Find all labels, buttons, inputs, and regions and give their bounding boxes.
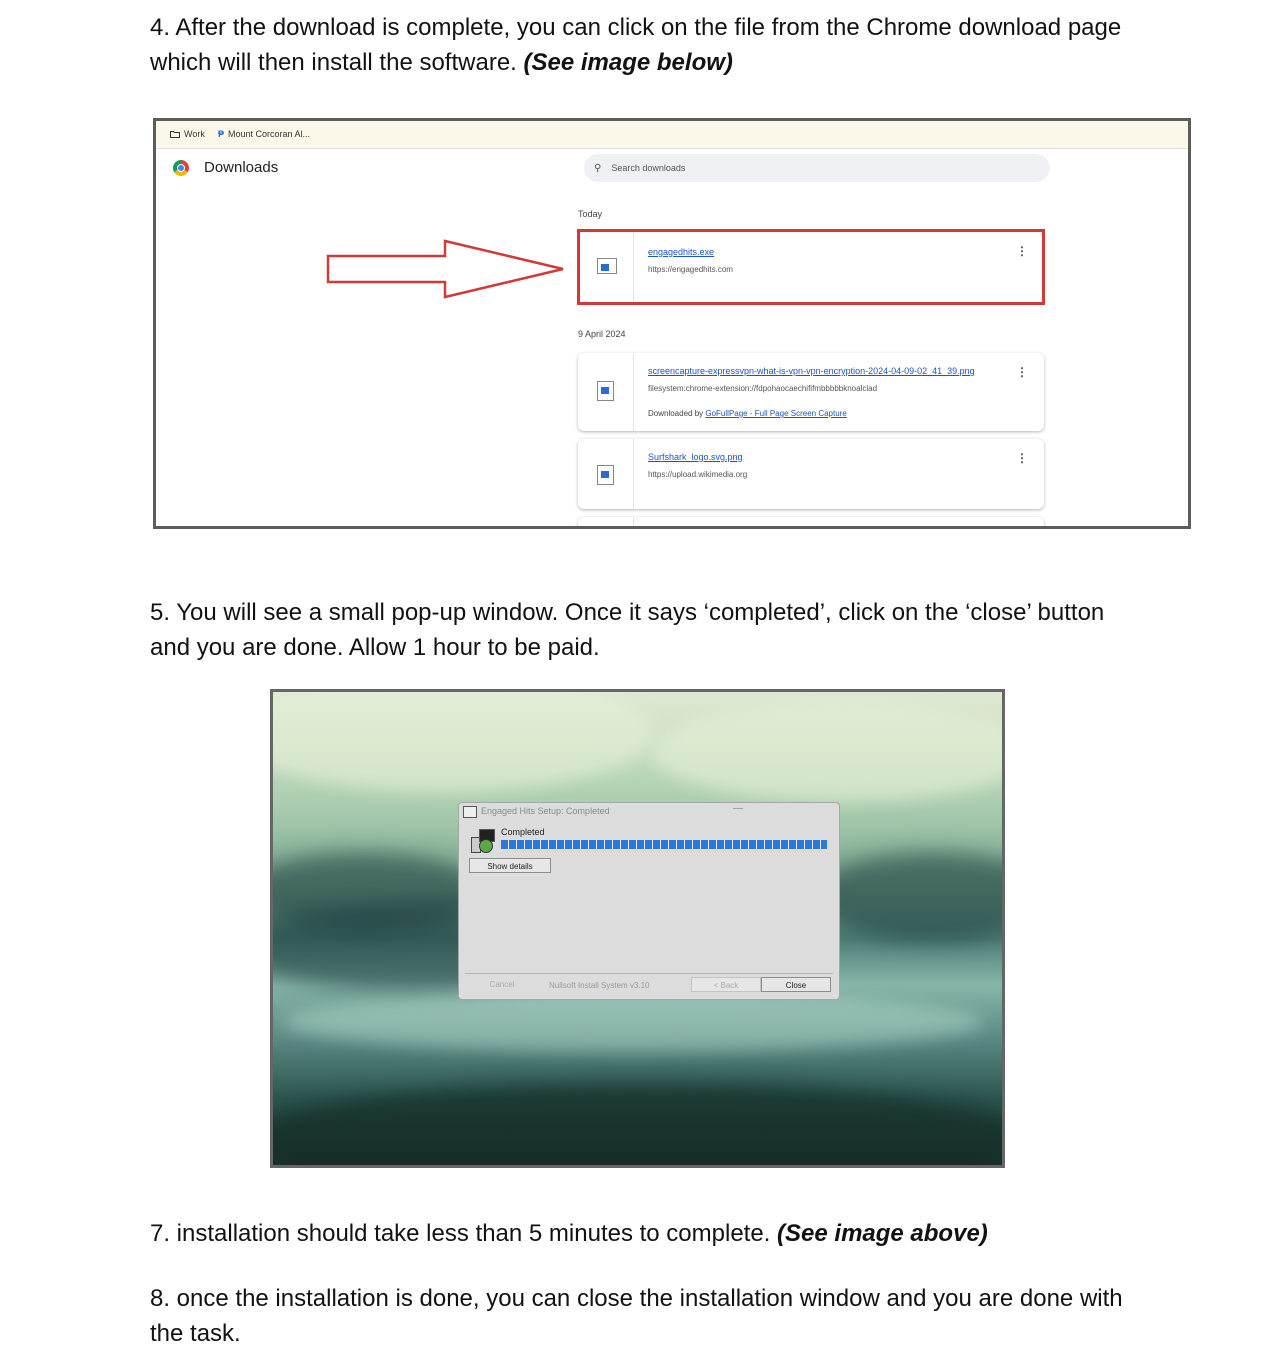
download-item-screencapture[interactable]	[578, 353, 1044, 431]
progress-bar	[501, 840, 827, 849]
highlight-box	[577, 229, 1045, 305]
close-button[interactable]: Close	[761, 977, 831, 992]
more-options-icon[interactable]: ⋮	[1016, 244, 1028, 258]
install-status: Completed	[501, 827, 545, 837]
step-7-note: (See image above)	[777, 1220, 988, 1247]
back-button[interactable]: < Back	[691, 977, 761, 992]
section-today: Today	[578, 209, 603, 219]
file-source-url: filesystem:chrome-extension://fdpohaocaechififmbbbbbknoalclad	[648, 384, 878, 393]
icon-column	[578, 517, 634, 529]
step-4-paragraph	[150, 10, 1130, 80]
dialog-title: Engaged Hits Setup: Completed	[481, 806, 610, 816]
more-options-icon[interactable]: ⋮	[1016, 365, 1028, 379]
folder-icon	[170, 130, 180, 138]
step-4-note: (See image below)	[523, 49, 733, 76]
chrome-downloads-screenshot	[153, 118, 1191, 529]
step-8-text: 8. once the installation is done, you can close the installation window and you are done with the task.	[150, 1285, 1123, 1347]
nsis-label: Nullsoft Install System v3.10	[549, 981, 650, 990]
bookmark-label: Mount Corcoran Al...	[228, 129, 311, 139]
downloaded-by	[648, 409, 847, 418]
progress-fill	[501, 840, 827, 849]
extension-link[interactable]: GoFullPage - Full Page Screen Capture	[705, 409, 847, 418]
installer-dialog	[458, 802, 840, 1000]
step-8-paragraph	[150, 1281, 1130, 1351]
download-item-partial	[578, 517, 1044, 529]
more-options-icon[interactable]: ⋮	[1016, 451, 1028, 465]
file-name-link[interactable]: screencapture-expressvpn-what-is-vpn-vpn-encryption-2024-04-09-02_41_39.png	[648, 366, 975, 376]
divider	[465, 973, 833, 974]
search-downloads-input[interactable]	[584, 154, 1050, 182]
section-date: 9 April 2024	[578, 329, 626, 339]
arrow-pointer-icon	[326, 239, 571, 301]
step-7-paragraph	[150, 1216, 1130, 1251]
file-name-link[interactable]: engagedhits.exe	[648, 247, 715, 257]
bookmark-work[interactable]	[170, 129, 205, 139]
package-icon	[471, 829, 497, 851]
search-icon: ⚲	[594, 162, 602, 174]
file-name-link[interactable]: Surfshark_logo.svg.png	[648, 452, 743, 462]
image-file-icon	[597, 465, 614, 485]
show-details-button[interactable]: Show details	[469, 858, 551, 873]
image-file-icon	[597, 381, 614, 401]
file-source-url: https://upload.wikimedia.org	[648, 470, 748, 479]
step-5-paragraph	[150, 595, 1130, 665]
bookmarks-bar	[156, 121, 1188, 149]
cancel-button[interactable]: Cancel	[489, 980, 515, 989]
bookmark-p-icon: ₱	[218, 129, 225, 139]
bookmark-mount-corcoran[interactable]	[218, 129, 310, 139]
bookmark-label: Work	[184, 129, 205, 139]
step-4-text: 4. After the download is complete, you can click on the file from the Chrome download page which will then install the software.	[150, 14, 1122, 76]
search-placeholder: Search downloads	[611, 163, 686, 173]
step-7-text: 7. installation should take less than 5 minutes to complete.	[150, 1220, 778, 1247]
minimize-icon[interactable]: —	[733, 803, 743, 814]
download-item-surfshark[interactable]	[578, 439, 1044, 509]
file-source-url: https://engagedhits.com	[648, 265, 733, 274]
downloaded-by-prefix: Downloaded by	[648, 409, 706, 418]
installer-screenshot	[270, 689, 1005, 1168]
chrome-logo-icon	[173, 160, 189, 176]
step-5-text: 5. You will see a small pop-up window. Once it says ‘completed’, click on the ‘close’ button and you are done. Allow 1 hour to be paid.	[150, 599, 1105, 661]
page-title: Downloads	[204, 159, 279, 176]
